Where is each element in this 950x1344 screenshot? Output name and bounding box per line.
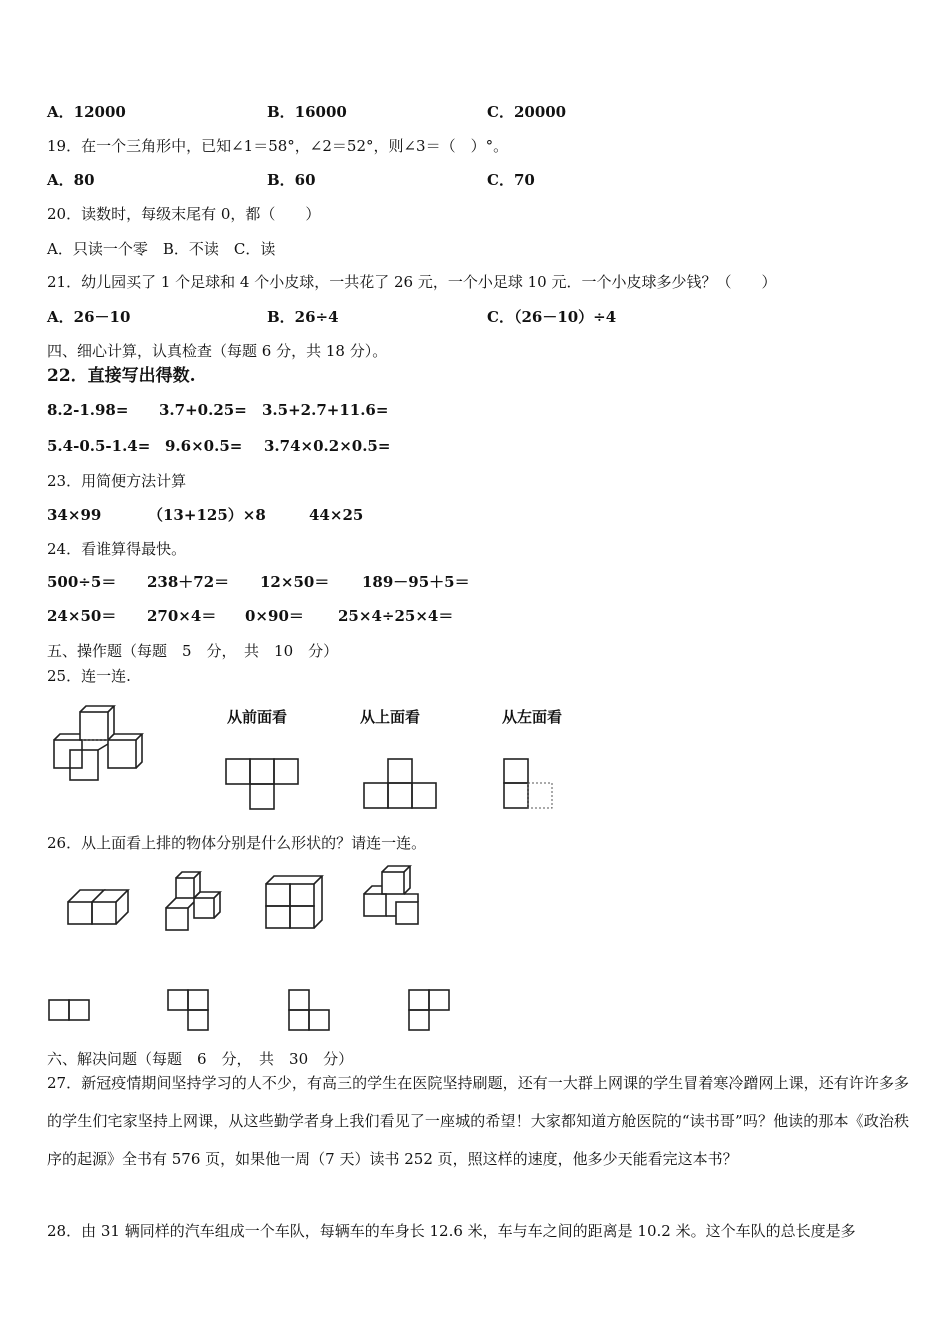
q21-option-c: C．（26－10）÷4: [487, 308, 617, 326]
q24-expr: 24×50＝: [47, 607, 117, 625]
q19-option-c: C．70: [487, 171, 535, 189]
section-5-heading: 五、操作题（每题 5 分， 共 10 分）: [47, 642, 339, 660]
q18-option-c: C．20000: [487, 103, 567, 121]
q26-top-view-1: [47, 998, 93, 1024]
q25-front-view-shape: [225, 758, 305, 812]
q22-expr: 3.7+0.25=: [159, 401, 247, 419]
q26-solid-2: [162, 868, 228, 934]
q25-view-left-label: 从左面看: [502, 708, 563, 726]
q26-top-view-4: [407, 988, 453, 1032]
q22-expr: 3.74×0.2×0.5=: [264, 437, 391, 455]
q23-stem: 23．用简便方法计算: [47, 472, 187, 490]
q25-left-view-shape: [502, 758, 558, 812]
q19-option-a: A．80: [47, 171, 95, 189]
q26-top-view-3: [287, 988, 333, 1032]
q20-stem: 20．读数时，每级末尾有 0，都（ ）: [47, 205, 321, 223]
q22-stem: 22．直接写出得数.: [47, 366, 196, 386]
q25-stem: 25．连一连.: [47, 667, 131, 685]
q25-cube-stack-figure: [50, 700, 160, 790]
q26-top-view-2: [166, 988, 212, 1032]
q19-option-b: B．60: [267, 171, 316, 189]
q23-expr: 34×99: [47, 506, 102, 524]
q27-text: 27．新冠疫情期间坚持学习的人不少，有高三的学生在医院坚持刷题，还有一大群上网课的学生冒着寒冷蹭网上课，还有许许多多的学生们宅家坚持上网课，从这些勤学者身上我们看见了一座城的希望！大家都知道方舱医院的“读书哥”吗？他读的那本《政治秩序的起源》全书有 576 页，如果他一周（7 天）读书 252 页，照这样的速度，他多少天能看完这本书？: [47, 1074, 909, 1168]
q26-stem: 26．从上面看上排的物体分别是什么形状的？请连一连。: [47, 834, 427, 852]
q24-stem: 24．看谁算得最快。: [47, 540, 187, 558]
q20-options: A．只读一个零 B．不读 C．读: [47, 240, 276, 258]
q24-expr: 25×4÷25×4＝: [338, 607, 454, 625]
section-4-heading: 四、细心计算，认真检查（每题 6 分，共 18 分）。: [47, 342, 388, 360]
q28-text: 28．由 31 辆同样的汽车组成一个车队，每辆车的车身长 12.6 米，车与车之间的距离是 10.2 米。这个车队的总长度是多: [47, 1222, 856, 1240]
q19-stem: 19．在一个三角形中，已知∠1＝58°，∠2＝52°，则∠3＝（ ）°。: [47, 137, 509, 155]
q22-expr: 8.2-1.98=: [47, 401, 129, 419]
q25-top-view-shape: [362, 758, 442, 812]
q24-expr: 189－95＋5＝: [362, 573, 470, 591]
q22-expr: 3.5+2.7+11.6=: [262, 401, 389, 419]
section-6-heading: 六、解决问题（每题 6 分， 共 30 分）: [47, 1050, 354, 1068]
q26-solid-3: [264, 874, 324, 930]
q22-expr: 9.6×0.5=: [165, 437, 243, 455]
q24-expr: 0×90＝: [245, 607, 304, 625]
q23-expr: （13+125）×8: [148, 506, 266, 524]
q21-option-b: B．26÷4: [267, 308, 339, 326]
q26-solid-4: [358, 864, 424, 930]
q18-option-b: B．16000: [267, 103, 347, 121]
q24-expr: 12×50＝: [260, 573, 330, 591]
q24-expr: 500÷5＝: [47, 573, 117, 591]
q21-stem: 21．幼儿园买了 1 个足球和 4 个小皮球，一共花了 26 元，一个小足球 10 元．一个小皮球多少钱？（ ）: [47, 273, 777, 291]
q26-solid-1: [66, 884, 126, 928]
q24-expr: 238＋72＝: [147, 573, 230, 591]
q24-expr: 270×4＝: [147, 607, 217, 625]
q21-option-a: A．26－10: [47, 308, 131, 326]
q25-view-top-label: 从上面看: [360, 708, 421, 726]
q23-expr: 44×25: [309, 506, 364, 524]
q22-expr: 5.4-0.5-1.4=: [47, 437, 151, 455]
q25-view-front-label: 从前面看: [227, 708, 288, 726]
q18-option-a: A．12000: [47, 103, 126, 121]
